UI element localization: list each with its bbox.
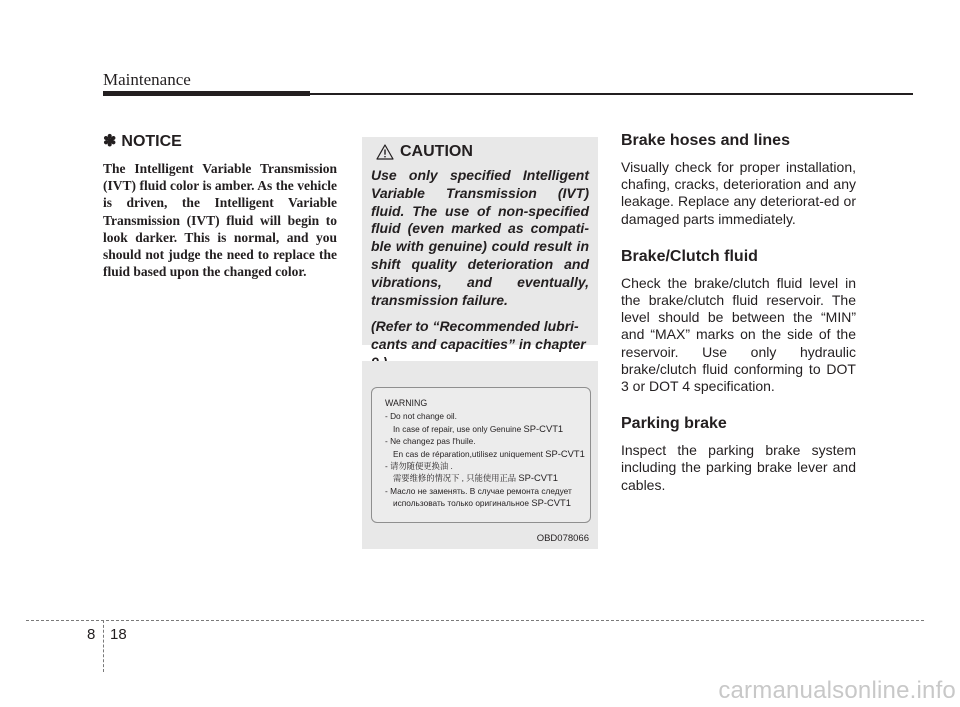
section-body-brake-hoses: Visually check for proper installation, chafing, cracks, deterioration and any leakage. Replace any deteriorat-ed or damaged parts immediately.	[621, 159, 856, 227]
section-heading-brake-hoses: Brake hoses and lines	[621, 132, 790, 149]
footer-divider	[103, 620, 104, 672]
label-line-code: SP-CVT1	[518, 472, 558, 484]
label-line-text: En cas de réparation,utilisez uniquement	[393, 448, 543, 459]
label-line-text: In case of repair, use only Genuine	[393, 423, 522, 434]
caution-box	[362, 137, 598, 353]
label-line	[385, 472, 590, 484]
brake-sections	[621, 131, 856, 494]
label-line	[385, 497, 590, 509]
label-line-code: SP-CVT1	[545, 447, 585, 459]
label-line	[385, 460, 590, 472]
caution-body: Use only specified Intelligent Variable Transmission (IVT) fluid. The use of non-specified fluid (even marked as compati-ble with genuine) could result in shift quality deterioration and vibrations, and eventually, transmission failure.	[371, 167, 589, 308]
label-line-text: - Do not change oil.	[385, 411, 457, 422]
page-number: 18	[110, 626, 127, 643]
notice-heading-label: NOTICE	[121, 133, 182, 150]
section-body-parking-brake: Inspect the parking brake system including the parking brake lever and cables.	[621, 442, 856, 493]
chapter-number: 8	[87, 626, 96, 643]
label-line	[385, 448, 590, 460]
label-line	[385, 410, 590, 422]
label-line-text: использовать только оригинальное	[393, 498, 530, 509]
ivt-warning-label-figure	[362, 361, 598, 549]
caution-heading	[376, 143, 589, 161]
label-line-code: SP-CVT1	[531, 497, 571, 509]
header-rule-accent	[103, 91, 310, 96]
watermark: carmanualsonline.info	[718, 677, 956, 704]
section-heading-brake-fluid: Brake/Clutch fluid	[621, 247, 758, 265]
label-line-code: SP-CVT1	[523, 422, 564, 434]
section-heading-parking-brake: Parking brake	[621, 415, 727, 433]
notice-body: The Intelligent Variable Transmission (IVT) fluid color is amber. As the vehicle is driven, the Intelligent Variable Transmission (IVT) fluid will begin to look darker. This is normal, and you should not judge the need to replace the fluid based upon the changed color.	[103, 161, 337, 280]
label-line	[385, 423, 590, 435]
asterisk-icon: ✽	[103, 133, 117, 150]
warning-triangle-icon	[376, 144, 394, 160]
label-line-text: - Масло не заменять. В случае ремонта следует	[385, 485, 572, 496]
figure-code: OBD078066	[536, 533, 589, 544]
notice-block	[103, 133, 337, 280]
label-line-text: - Ne changez pas l'huile.	[385, 436, 476, 447]
section-body-brake-fluid: Check the brake/clutch fluid level in the brake/clutch fluid reservoir. The level should be between the “MIN” and “MAX” marks on the side of the reservoir. Use only hydraulic brake/clutch fluid conforming to DOT 3 or DOT 4 specification.	[621, 274, 856, 395]
label-line-text: - 请勿随便更换油 .	[385, 461, 453, 472]
page-header-title: Maintenance	[103, 70, 191, 89]
label-line-text: 需要维修的情况下 , 只能使用正品	[393, 473, 517, 484]
caution-reference: (Refer to “Recommended lubri-cants and capacities” in chapter	[371, 318, 586, 353]
label-line	[385, 485, 590, 497]
warning-label-card	[371, 387, 591, 523]
label-line	[385, 435, 590, 447]
caution-heading-label: CAUTION	[400, 143, 473, 160]
notice-heading	[103, 133, 337, 151]
label-title: WARNING	[385, 398, 428, 408]
footer-rule	[26, 620, 924, 621]
